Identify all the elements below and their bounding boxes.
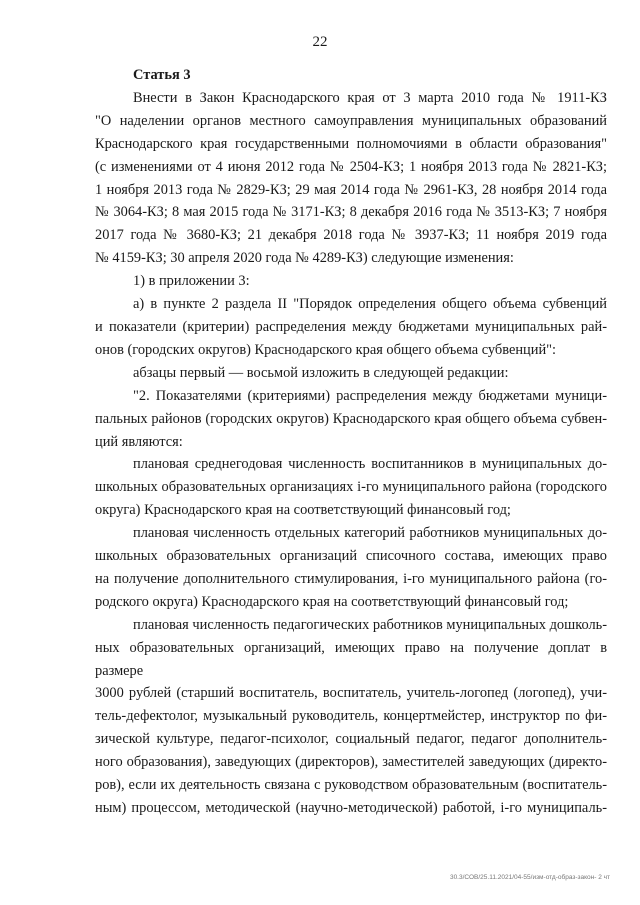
text-line: округа) Краснодарского края на соответствующий финансовый год; — [95, 502, 511, 519]
text-line: на получение дополнительного стимулирования, i-го муниципального района (го- — [95, 570, 607, 587]
text-line: "О наделении органов местного самоуправления муниципальных образований — [95, 112, 607, 129]
text-line: Краснодарского края государственными полномочиями в области образования" — [95, 135, 607, 152]
footer-reference: 30.3/СОВ/25.11.2021/04-55/изм-отд-образ-закон- 2 чт — [449, 874, 610, 881]
text-line: тель-дефектолог, музыкальный руководитель, концертмейстер, инструктор по фи- — [95, 708, 607, 725]
text-line: ных образовательных организаций, имеющих право на получение доплат в размере — [95, 639, 607, 679]
text-line: и показатели (критерии) распределения между бюджетами муниципальных рай- — [95, 318, 607, 335]
text-line: "2. Показателями (критериями) распределения между бюджетами муници- — [133, 387, 607, 404]
text-line: (с изменениями от 4 июня 2012 года № 2504-КЗ; 1 ноября 2013 года № 2821-КЗ; — [95, 158, 607, 175]
text-line: Внести в Закон Краснодарского края от 3 марта 2010 года № 1911-КЗ — [133, 89, 607, 106]
text-line: пальных районов (городских округов) Краснодарского края общего объема субвен- — [95, 410, 607, 427]
text-line: плановая численность отдельных категорий работников муниципальных до- — [133, 525, 607, 542]
text-line: ного образования), заведующих (директоров), заместителей заведующих (директо- — [95, 754, 607, 771]
text-line: абзацы первый — восьмой изложить в следующей редакции: — [133, 364, 509, 381]
text-line: зической культуре, педагог-психолог, социальный педагог, педагог дополнитель- — [95, 731, 607, 748]
text-line: ций являются: — [95, 433, 183, 450]
text-line: ров), если их деятельность связана с руководством образовательным (воспитатель- — [95, 777, 607, 794]
text-line: а) в пункте 2 раздела II "Порядок определения общего объема субвенций — [133, 296, 607, 313]
text-line: родского округа) Краснодарского края на соответствующий финансовый год; — [95, 593, 569, 610]
text-line: плановая среднегодовая численность воспитанников в муниципальных до- — [133, 456, 607, 473]
paragraph-lines — [95, 87, 607, 820]
text-line: школьных образовательных организациях i-го муниципального района (городского — [95, 479, 607, 496]
text-line: 3000 рублей (старший воспитатель, воспитатель, учитель-логопед (логопед), учи- — [95, 685, 607, 702]
text-line: школьных образовательных организаций списочного состава, имеющих право — [95, 548, 607, 565]
document-body — [95, 64, 607, 820]
text-line: 1) в приложении 3: — [133, 273, 250, 290]
text-line: плановая численность педагогических работников муниципальных дошколь- — [133, 616, 607, 633]
article-heading: Статья 3 — [133, 67, 191, 83]
text-line: № 4159-КЗ; 30 апреля 2020 года № 4289-КЗ) следующие изменения: — [95, 250, 514, 267]
page-number: 22 — [312, 34, 328, 50]
text-line: № 3064-КЗ; 8 мая 2015 года № 3171-КЗ; 8 декабря 2016 года № 3513-КЗ; 7 ноября — [95, 204, 607, 221]
text-line: онов (городских округов) Краснодарского края общего объема субвенций": — [95, 341, 557, 358]
text-line: 1 ноября 2013 года № 2829-КЗ; 29 мая 2014 года № 2961-КЗ, 28 ноября 2014 года — [95, 181, 607, 198]
text-line: 2017 года № 3680-КЗ; 21 декабря 2018 года № 3937-КЗ; 11 ноября 2019 года — [95, 227, 607, 244]
text-line: ным) процессом, методической (научно-методической) работой, i-го муниципаль- — [95, 800, 607, 816]
